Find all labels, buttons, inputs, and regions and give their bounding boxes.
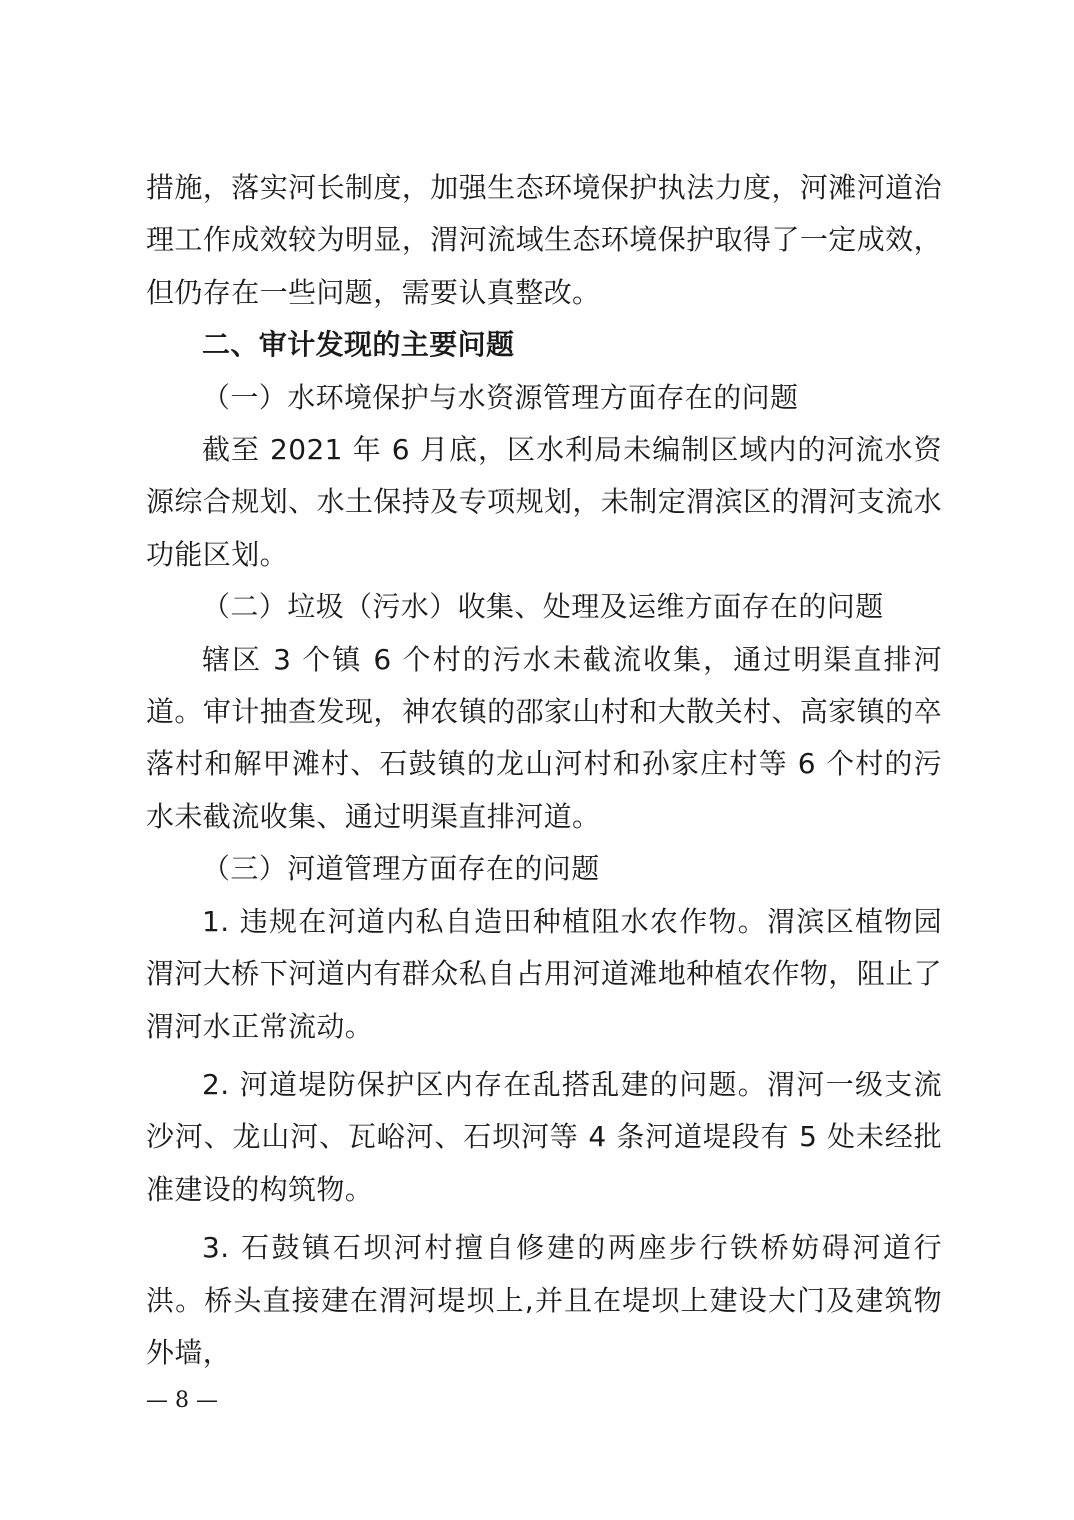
- page-number: — 8 —: [146, 1388, 218, 1413]
- paragraph-continuation: 措施，落实河长制度，加强生态环境保护执法力度，河滩河道治理工作成效较为明显，渭河流域生态环境保护取得了一定成效，但仍存在一些问题，需要认真整改。: [146, 171, 942, 309]
- section-heading: 二、审计发现的主要问题: [202, 328, 515, 362]
- subsection-heading-3: （三）河道管理方面存在的问题: [202, 852, 600, 886]
- paragraph-sewage: 辖区 3 个镇 6 个村的污水未截流收集，通过明渠直排河道。审计抽查发现，神农镇的邵家山村和大散关村、高家镇的卒落村和解甲滩村、石鼓镇的龙山河村和孙家庄村等 6 个村的污水未截流收集、通过明渠直排河道。: [146, 642, 942, 833]
- subsection-heading-1: （一）水环境保护与水资源管理方面存在的问题: [202, 380, 799, 414]
- paragraph-water-planning: 截至 2021 年 6 月底，区水利局未编制区域内的河流水资源综合规划、水土保持及专项规划，未制定渭滨区的渭河支流水功能区划。: [146, 433, 942, 571]
- body-text: [146, 162, 942, 1379]
- list-item-2: 2. 河道堤防保护区内存在乱搭乱建的问题。渭河一级支流沙河、龙山河、瓦峪河、石坝河等 4 条河道堤段有 5 处未经批准建设的构筑物。: [146, 1067, 942, 1206]
- list-item-3: 3. 石鼓镇石坝河村擅自修建的两座步行铁桥妨碍河道行洪。桥头直接建在渭河堤坝上,并且在堤坝上建设大门及建筑物外墙，: [146, 1231, 942, 1369]
- list-item-1: 1. 违规在河道内私自造田种植阻水农作物。渭滨区植物园渭河大桥下河道内有群众私自占用河道滩地种植农作物，阻止了渭河水正常流动。: [146, 904, 942, 1043]
- subsection-heading-2: （二）垃圾（污水）收集、处理及运维方面存在的问题: [202, 590, 884, 624]
